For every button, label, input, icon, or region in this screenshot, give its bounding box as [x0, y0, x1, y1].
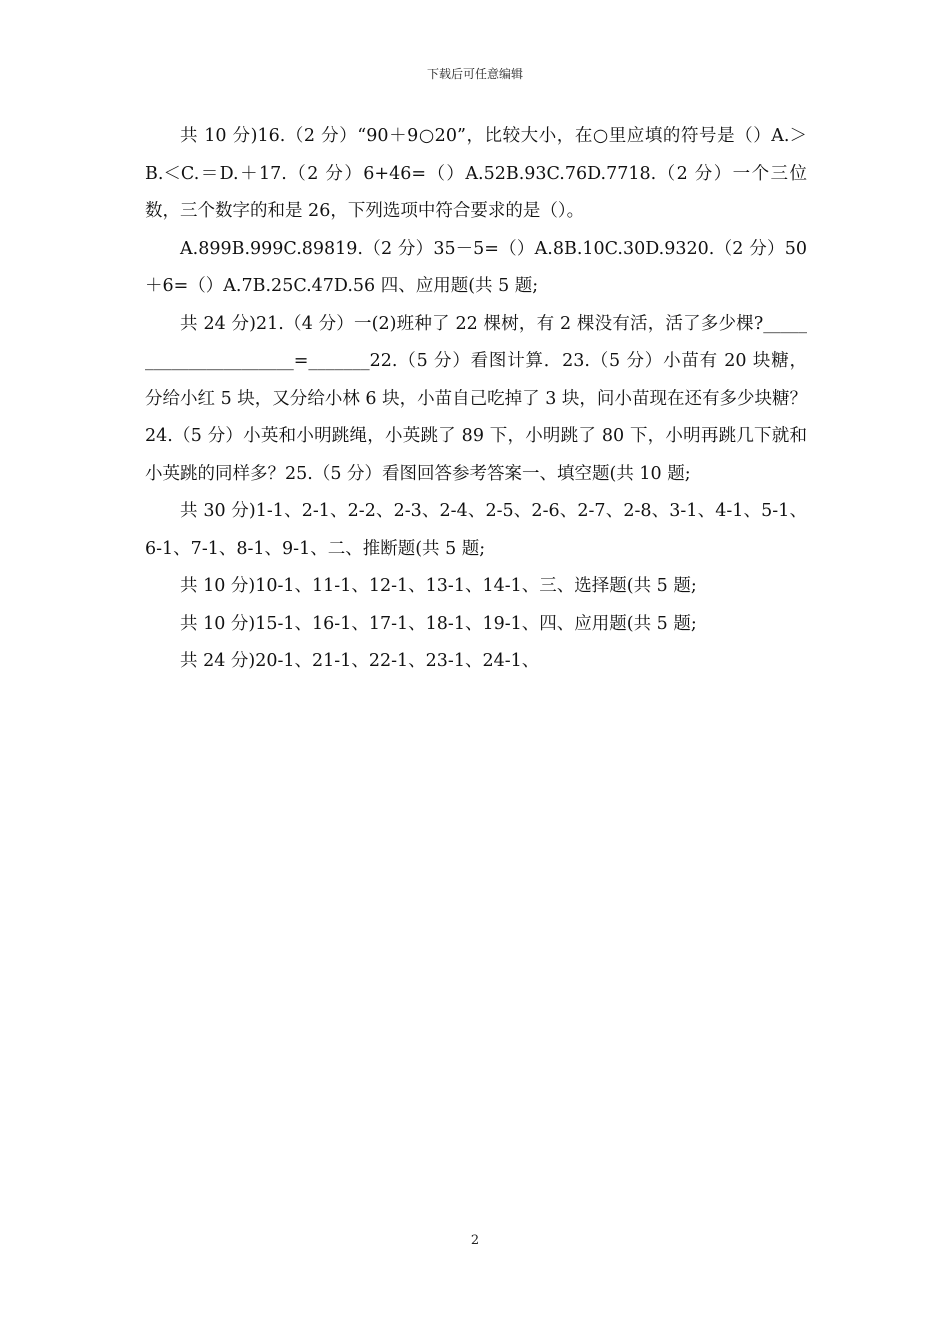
paragraph: 共 10 分)15-1、16-1、17-1、18-1、19-1、四、应用题(共 5 题;	[180, 613, 697, 634]
page-body	[145, 118, 807, 681]
paragraph: A.899B.999C.89819.（2 分）35－5=（）A.8B.10C.30D.9320.（2 分）50＋6=（）A.7B.25C.47D.56 四、应用题(共 5 题;	[145, 238, 807, 296]
paragraph: 共 10 分)16.（2 分）“90＋9○20”，比较大小，在○里应填的符号是（）A.＞B.＜C.＝D.＋17.（2 分）6+46=（）A.52B.93C.76D.7718.（2 分）一个三位数，三个数字的和是 26，下列选项中符合要求的是（）。	[145, 126, 807, 221]
page-number: 2	[470, 1233, 480, 1248]
paragraph: 共 24 分)21.（4 分）一(2)班种了 22 棵树，有 2 棵没有活，活了多少棵?______________________=_______22.（5 分）看图计算．23.（5 分）小苗有 20 块糖，分给小红 5 块，又分给小林 6 块，小苗自己吃掉了 3 块，问小苗现在还有多少块糖？24.（5 分）小英和小明跳绳，小英跳了 89 下，小明跳了 80 下，小明再跳几下就和小英跳的同样多？25.（5 分）看图回答参考答案一、填空题(共 10 题;	[145, 313, 807, 484]
paragraph: 共 10 分)10-1、11-1、12-1、13-1、14-1、三、选择题(共 5 题;	[180, 576, 697, 596]
paragraph: 共 24 分)20-1、21-1、22-1、23-1、24-1、	[180, 651, 540, 671]
page-header: 下载后可任意编辑	[426, 67, 523, 81]
paragraph: 共 30 分)1-1、2-1、2-2、2-3、2-4、2-5、2-6、2-7、2-8、3-1、4-1、5-1、6-1、7-1、8-1、9-1、二、推断题(共 5 题;	[145, 501, 807, 559]
